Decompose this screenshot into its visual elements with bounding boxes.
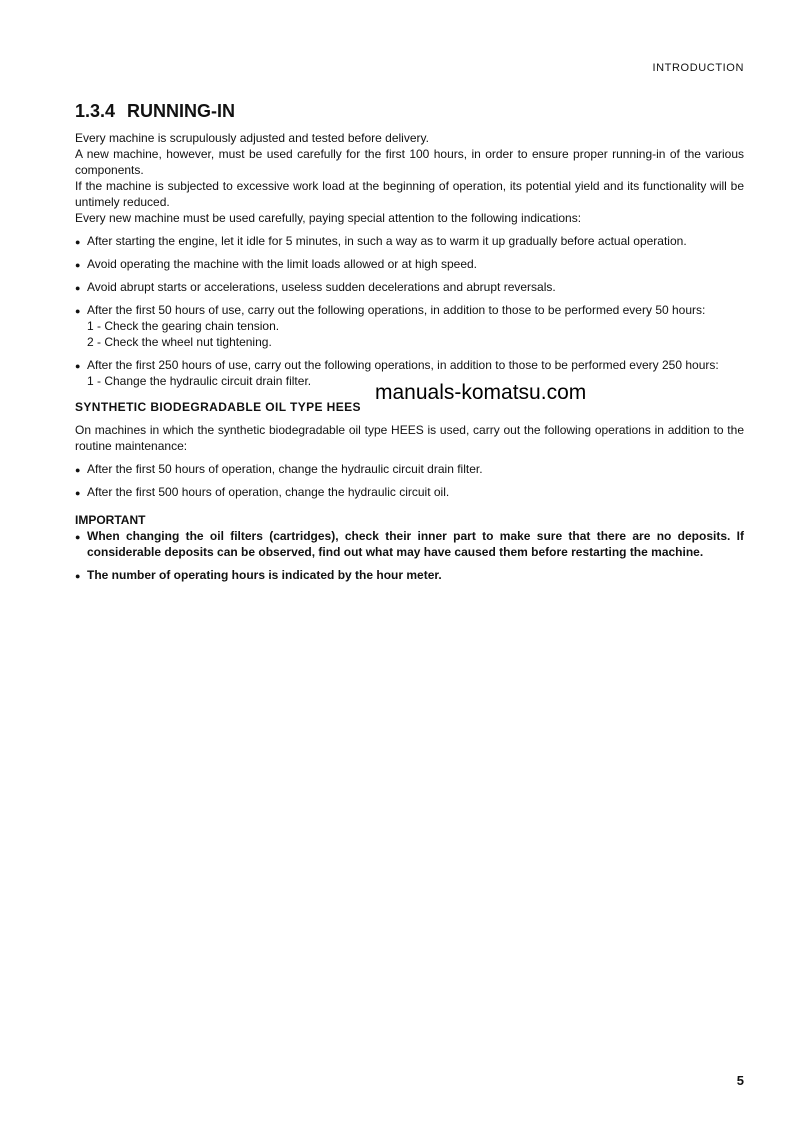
list-item: [75, 256, 744, 272]
list-item-text: After the first 500 hours of operation, change the hydraulic circuit oil.: [87, 485, 450, 499]
list-item-text: When changing the oil filters (cartridges), check their inner part to make sure that there are no deposits. If considerable deposits can be observed, find out what may have caused them before restarting the machine.: [87, 529, 744, 559]
section-number: 1.3.4: [75, 101, 116, 121]
hees-list: [75, 461, 744, 500]
list-item-text: After starting the engine, let it idle for 5 minutes, in such a way as to warm it up gradually before actual operation.: [87, 234, 687, 248]
list-item-text: After the first 50 hours of operation, change the hydraulic circuit drain filter.: [87, 462, 483, 476]
list-item-text: After the first 50 hours of use, carry out the following operations, in addition to those to be performed every 50 hours:: [87, 303, 706, 317]
list-item-text: After the first 250 hours of use, carry out the following operations, in addition to those to be performed every 250 hours:: [87, 358, 719, 372]
list-item: [75, 302, 744, 350]
intro-paragraph: Every machine is scrupulously adjusted and tested before delivery.: [75, 131, 429, 145]
important-heading: IMPORTANT: [75, 513, 146, 527]
content-body: [75, 130, 744, 583]
sub-step: 1 - Check the gearing chain tension.: [87, 319, 280, 333]
list-item: [75, 279, 744, 295]
page-number: 5: [736, 1073, 744, 1088]
list-item-text: Avoid operating the machine with the limit loads allowed or at high speed.: [87, 257, 478, 271]
hees-paragraph: On machines in which the synthetic biodegradable oil type HEES is used, carry out the following operations in addition to the routine maintenance:: [75, 423, 744, 453]
list-item: [75, 528, 744, 560]
list-item-text: The number of operating hours is indicated by the hour meter.: [87, 568, 442, 582]
watermark-text: manuals-komatsu.com: [375, 381, 587, 404]
intro-paragraph: If the machine is subjected to excessive work load at the beginning of operation, its potential yield and its functionality will be untimely reduced.: [75, 179, 744, 209]
list-item: [75, 567, 744, 583]
list-item: [75, 233, 744, 249]
page-title: [75, 101, 235, 122]
list-item-text: Avoid abrupt starts or accelerations, useless sudden decelerations and abrupt reversals.: [87, 280, 556, 294]
hees-heading: SYNTHETIC BIODEGRADABLE OIL TYPE HEES: [75, 400, 361, 414]
list-item: [75, 484, 744, 500]
intro-paragraph: Every new machine must be used carefully, paying special attention to the following indications:: [75, 211, 582, 225]
intro-paragraph: A new machine, however, must be used carefully for the first 100 hours, in order to ensure proper running-in of the various components.: [75, 147, 744, 177]
sub-step: 1 - Change the hydraulic circuit drain filter.: [87, 374, 312, 388]
important-list: [75, 528, 744, 583]
sub-step: 2 - Check the wheel nut tightening.: [87, 335, 272, 349]
running-in-list: [75, 233, 744, 389]
section-title: RUNNING-IN: [127, 101, 236, 121]
section-header: INTRODUCTION: [652, 62, 744, 74]
list-item: [75, 461, 744, 477]
